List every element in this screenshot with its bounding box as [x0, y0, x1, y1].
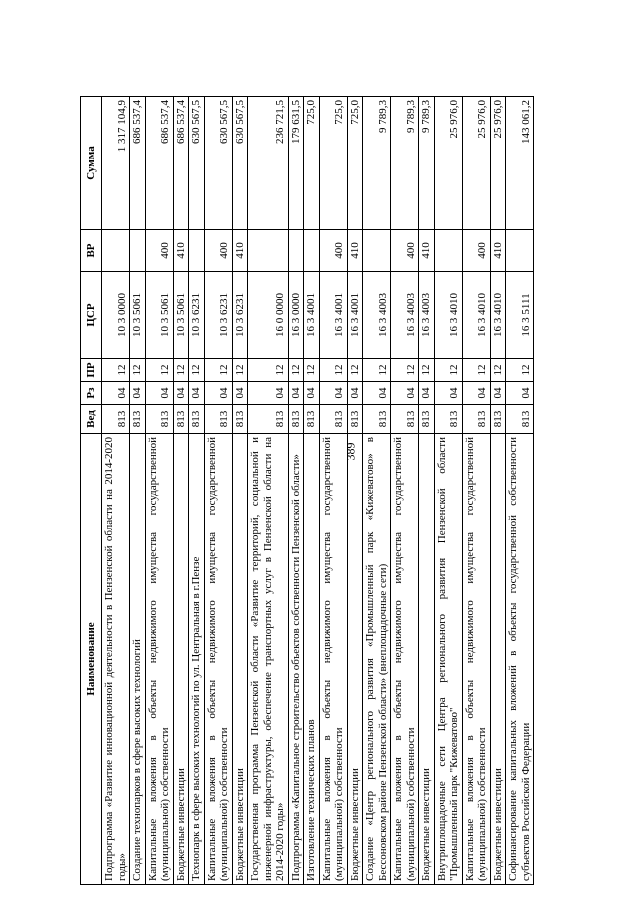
- cell-pr: 12: [462, 359, 490, 382]
- cell-rz: 04: [145, 382, 173, 405]
- cell-vr: [248, 230, 289, 272]
- cell-pr: 12: [189, 359, 205, 382]
- cell-name: Бюджетные инвестиции: [173, 434, 189, 885]
- cell-name: Технопарк в сфере высоких технологий по ул. Центральная в г.Пензе: [189, 434, 205, 885]
- cell-pr: 12: [391, 359, 419, 382]
- cell-rz: 04: [204, 382, 232, 405]
- cell-sum: 1 317 104,9: [102, 97, 130, 230]
- cell-ved: 813: [434, 405, 462, 434]
- cell-ved: 813: [462, 405, 490, 434]
- table-row: [204, 97, 232, 885]
- cell-sum: 9 789,3: [363, 97, 391, 230]
- rotated-document: [80, 97, 570, 885]
- cell-vr: 400: [319, 230, 347, 272]
- cell-ved: 813: [363, 405, 391, 434]
- table-row: [363, 97, 391, 885]
- cell-name: Бюджетные инвестиции: [232, 434, 248, 885]
- cell-sum: 686 537,4: [173, 97, 189, 230]
- cell-csr: 10 3 5061: [130, 272, 146, 359]
- cell-vr: 400: [145, 230, 173, 272]
- cell-rz: 04: [419, 382, 435, 405]
- cell-pr: 12: [304, 359, 320, 382]
- cell-vr: 410: [173, 230, 189, 272]
- cell-name: Капитальные вложения в объекты недвижимого имущества государственной (муниципальной) собственности: [204, 434, 232, 885]
- cell-sum: 630 567,5: [232, 97, 248, 230]
- table-row: [304, 97, 320, 885]
- cell-ved: 813: [189, 405, 205, 434]
- cell-sum: 9 789,3: [391, 97, 419, 230]
- header-csr: ЦСР: [81, 272, 102, 359]
- cell-vr: [288, 230, 304, 272]
- table-row: [506, 97, 534, 885]
- cell-sum: 725,0: [347, 97, 363, 230]
- cell-rz: 04: [173, 382, 189, 405]
- cell-name: Бюджетные инвестиции: [419, 434, 435, 885]
- cell-rz: 04: [363, 382, 391, 405]
- cell-csr: 10 3 5061: [173, 272, 189, 359]
- cell-sum: 686 537,4: [130, 97, 146, 230]
- cell-vr: [363, 230, 391, 272]
- cell-ved: 813: [204, 405, 232, 434]
- cell-name: Государственная программа Пензенской области «Развитие территорий, социальной и инженерной инфраструктуры, обеспечение транспортных услуг в Пензенской области на 2014-2020 годы»: [248, 434, 289, 885]
- cell-sum: 179 631,5: [288, 97, 304, 230]
- cell-vr: [130, 230, 146, 272]
- cell-pr: 12: [363, 359, 391, 382]
- cell-name: Изготовление технических планов: [304, 434, 320, 885]
- header-sum: Сумма: [81, 97, 102, 230]
- table-row: [248, 97, 289, 885]
- cell-vr: [434, 230, 462, 272]
- cell-rz: 04: [232, 382, 248, 405]
- cell-ved: 813: [288, 405, 304, 434]
- cell-sum: 25 976,0: [434, 97, 462, 230]
- cell-rz: 04: [490, 382, 506, 405]
- cell-vr: 410: [490, 230, 506, 272]
- cell-sum: 9 789,3: [419, 97, 435, 230]
- table-row: [347, 97, 363, 885]
- cell-pr: 12: [506, 359, 534, 382]
- cell-vr: [189, 230, 205, 272]
- cell-rz: 04: [248, 382, 289, 405]
- cell-csr: 16 3 4003: [363, 272, 391, 359]
- cell-ved: 813: [248, 405, 289, 434]
- table-row: [434, 97, 462, 885]
- cell-csr: 16 3 4003: [391, 272, 419, 359]
- cell-csr: 16 3 4010: [434, 272, 462, 359]
- header-pr: ПР: [81, 359, 102, 382]
- cell-rz: 04: [102, 382, 130, 405]
- header-vr: ВР: [81, 230, 102, 272]
- cell-pr: 12: [347, 359, 363, 382]
- cell-pr: 12: [490, 359, 506, 382]
- cell-sum: 686 537,4: [145, 97, 173, 230]
- cell-csr: 16 3 4001: [304, 272, 320, 359]
- header-ved: Вед: [81, 405, 102, 434]
- table-row: [173, 97, 189, 885]
- cell-pr: 12: [130, 359, 146, 382]
- header-name: Наименование: [81, 434, 102, 885]
- cell-ved: 813: [419, 405, 435, 434]
- cell-name: Капитальные вложения в объекты недвижимого имущества государственной (муниципальной) собственности: [462, 434, 490, 885]
- cell-ved: 813: [145, 405, 173, 434]
- cell-ved: 813: [319, 405, 347, 434]
- table-row: [189, 97, 205, 885]
- cell-sum: 143 061,2: [506, 97, 534, 230]
- cell-vr: [506, 230, 534, 272]
- cell-rz: 04: [391, 382, 419, 405]
- table-row: [490, 97, 506, 885]
- table-row: [391, 97, 419, 885]
- cell-ved: 813: [347, 405, 363, 434]
- cell-csr: 16 3 4001: [319, 272, 347, 359]
- cell-pr: 12: [319, 359, 347, 382]
- cell-csr: 16 3 0000: [288, 272, 304, 359]
- table-header-row: [81, 97, 102, 885]
- cell-csr: 16 3 4010: [462, 272, 490, 359]
- cell-name: Подпрограмма «Развитие инновационной деятельности в Пензенской области на 2014-2020 годы»: [102, 434, 130, 885]
- cell-vr: 410: [347, 230, 363, 272]
- table-row: [145, 97, 173, 885]
- cell-csr: 16 3 4003: [419, 272, 435, 359]
- cell-name: Создание «Центр регионального развития «Промышленный парк «Кижеватово» в Бессоновском районе Пензенской области» (внеплощадочные сети): [363, 434, 391, 885]
- cell-pr: 12: [419, 359, 435, 382]
- cell-rz: 04: [347, 382, 363, 405]
- cell-rz: 04: [130, 382, 146, 405]
- cell-csr: 10 3 6231: [204, 272, 232, 359]
- cell-csr: 16 3 4010: [490, 272, 506, 359]
- cell-rz: 04: [506, 382, 534, 405]
- cell-csr: 10 3 6231: [232, 272, 248, 359]
- cell-pr: 12: [173, 359, 189, 382]
- cell-csr: 16 3 4001: [347, 272, 363, 359]
- cell-vr: [102, 230, 130, 272]
- cell-ved: 813: [130, 405, 146, 434]
- cell-rz: 04: [319, 382, 347, 405]
- cell-sum: 725,0: [319, 97, 347, 230]
- table-row: [102, 97, 130, 885]
- cell-vr: [304, 230, 320, 272]
- table-row: [419, 97, 435, 885]
- cell-pr: 12: [434, 359, 462, 382]
- cell-vr: 400: [391, 230, 419, 272]
- cell-csr: 10 3 5061: [145, 272, 173, 359]
- cell-ved: 813: [304, 405, 320, 434]
- cell-name: Капитальные вложения в объекты недвижимого имущества государственной (муниципальной) собственности: [319, 434, 347, 885]
- header-rz: Рз: [81, 382, 102, 405]
- cell-name: Создание технопарков в сфере высоких технологий: [130, 434, 146, 885]
- cell-name: Внутриплощадочные сети Центра регионального развития Пензенской области "Промышленный парк "Кижеватово": [434, 434, 462, 885]
- table-row: [462, 97, 490, 885]
- cell-sum: 25 976,0: [490, 97, 506, 230]
- cell-csr: 10 3 6231: [189, 272, 205, 359]
- cell-vr: 410: [232, 230, 248, 272]
- cell-rz: 04: [288, 382, 304, 405]
- cell-ved: 813: [173, 405, 189, 434]
- cell-csr: 16 0 0000: [248, 272, 289, 359]
- cell-sum: 630 567,5: [204, 97, 232, 230]
- page-number: 389: [343, 442, 358, 461]
- cell-csr: 10 3 0000: [102, 272, 130, 359]
- cell-csr: 16 3 5111: [506, 272, 534, 359]
- cell-sum: 630 567,5: [189, 97, 205, 230]
- cell-name: Подпрограмма «Капитальное строительство объектов собственности Пензенской области»: [288, 434, 304, 885]
- cell-vr: 400: [204, 230, 232, 272]
- cell-name: Капитальные вложения в объекты недвижимого имущества государственной (муниципальной) собственности: [391, 434, 419, 885]
- cell-name: Бюджетные инвестиции: [347, 434, 363, 885]
- cell-sum: 236 721,5: [248, 97, 289, 230]
- table-row: [288, 97, 304, 885]
- cell-rz: 04: [304, 382, 320, 405]
- table-row: [130, 97, 146, 885]
- cell-rz: 04: [434, 382, 462, 405]
- cell-pr: 12: [204, 359, 232, 382]
- cell-name: Бюджетные инвестиции: [490, 434, 506, 885]
- cell-ved: 813: [506, 405, 534, 434]
- cell-vr: 400: [462, 230, 490, 272]
- table-row: [232, 97, 248, 885]
- budget-table: [80, 96, 534, 885]
- cell-pr: 12: [288, 359, 304, 382]
- cell-name: Софинансирование капитальных вложений в объекты государственной собственности субъектов Российской Федерации: [506, 434, 534, 885]
- cell-ved: 813: [490, 405, 506, 434]
- cell-ved: 813: [232, 405, 248, 434]
- cell-sum: 725,0: [304, 97, 320, 230]
- cell-pr: 12: [248, 359, 289, 382]
- cell-pr: 12: [102, 359, 130, 382]
- cell-rz: 04: [189, 382, 205, 405]
- cell-rz: 04: [462, 382, 490, 405]
- table-row: [319, 97, 347, 885]
- cell-ved: 813: [102, 405, 130, 434]
- cell-pr: 12: [145, 359, 173, 382]
- cell-sum: 25 976,0: [462, 97, 490, 230]
- cell-name: Капитальные вложения в объекты недвижимого имущества государственной (муниципальной) собственности: [145, 434, 173, 885]
- cell-vr: 410: [419, 230, 435, 272]
- cell-pr: 12: [232, 359, 248, 382]
- cell-ved: 813: [391, 405, 419, 434]
